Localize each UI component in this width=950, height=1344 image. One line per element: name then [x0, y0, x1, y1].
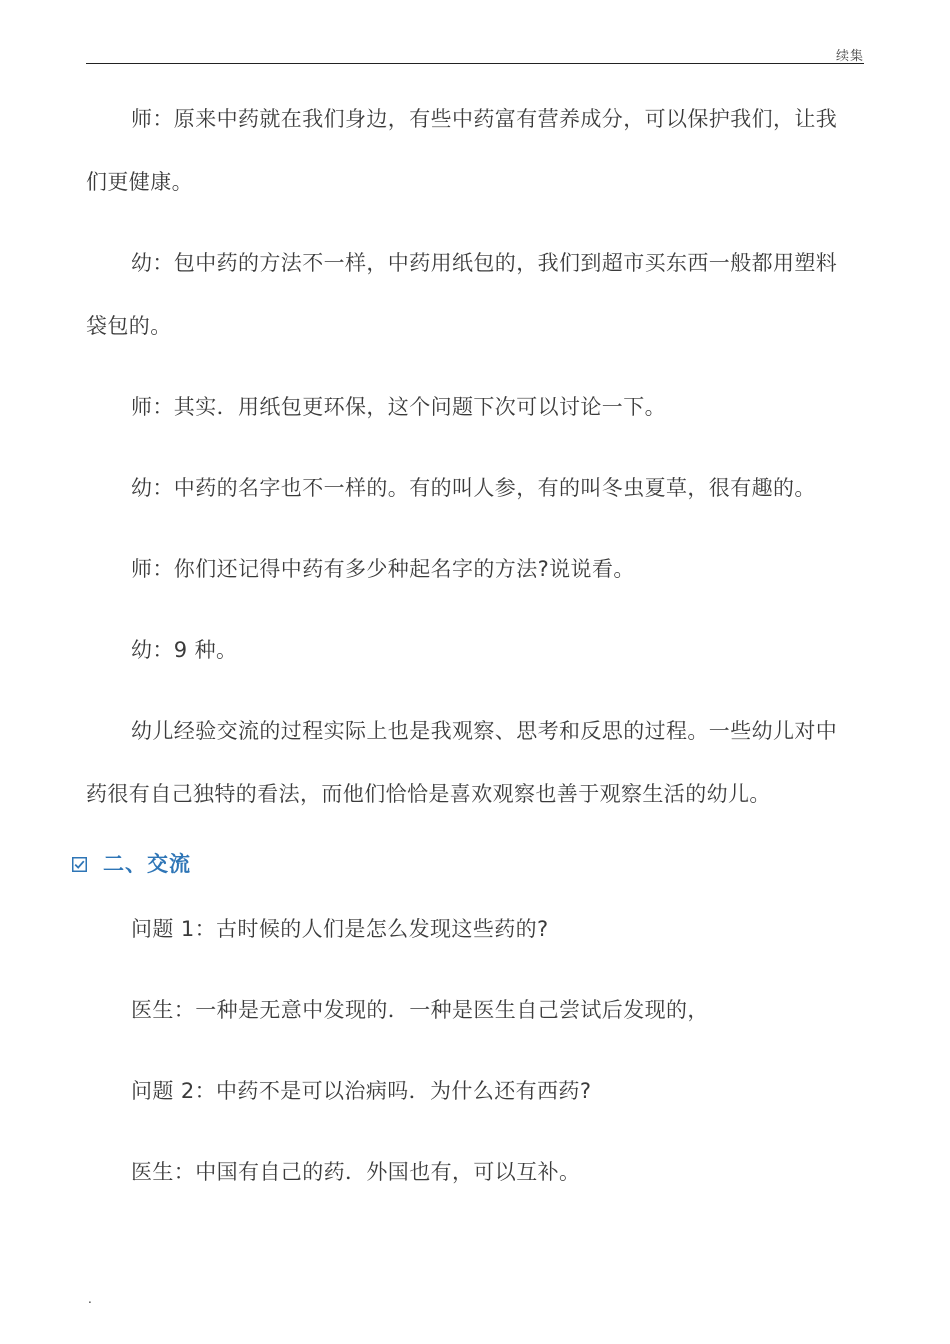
section-heading-text: 二、交流	[103, 852, 191, 876]
qa-list	[86, 898, 850, 1204]
section-heading	[72, 844, 850, 884]
dialogue-paragraph: 幼：中药的名字也不一样的。有的叫人参，有的叫冬虫夏草，很有趣的。	[131, 476, 816, 500]
footer-mark: .	[88, 1292, 92, 1306]
reflection-paragraph: 幼儿经验交流的过程实际上也是我观察、思考和反思的过程。一些幼儿对中药很有自己独特的看法，而他们恰恰是喜欢观察也善于观察生活的幼儿。	[86, 719, 838, 806]
checkbox-checked-icon	[72, 857, 87, 872]
qa-item: 问题 1：古时候的人们是怎么发现这些药的?	[131, 917, 549, 941]
dialogue-paragraph: 幼：9 种。	[131, 638, 238, 662]
qa-item: 医生：中国有自己的药．外国也有，可以互补。	[131, 1160, 581, 1184]
header-rule	[86, 63, 864, 64]
dialogue-paragraph: 师：其实．用纸包更环保，这个问题下次可以讨论一下。	[131, 395, 666, 419]
running-header: 续集	[835, 49, 864, 64]
dialogue-paragraph: 师：原来中药就在我们身边，有些中药富有营养成分，可以保护我们，让我们更健康。	[86, 107, 838, 194]
qa-item: 问题 2：中药不是可以治病吗．为什么还有西药?	[131, 1079, 592, 1103]
dialogue-paragraph: 幼：包中药的方法不一样，中药用纸包的，我们到超市买东西一般都用塑料袋包的。	[86, 251, 838, 338]
qa-item: 医生：一种是无意中发现的．一种是医生自己尝试后发现的，	[131, 998, 709, 1022]
dialogue-paragraph: 师：你们还记得中药有多少种起名字的方法?说说看。	[131, 557, 635, 581]
document-body	[86, 88, 850, 1222]
